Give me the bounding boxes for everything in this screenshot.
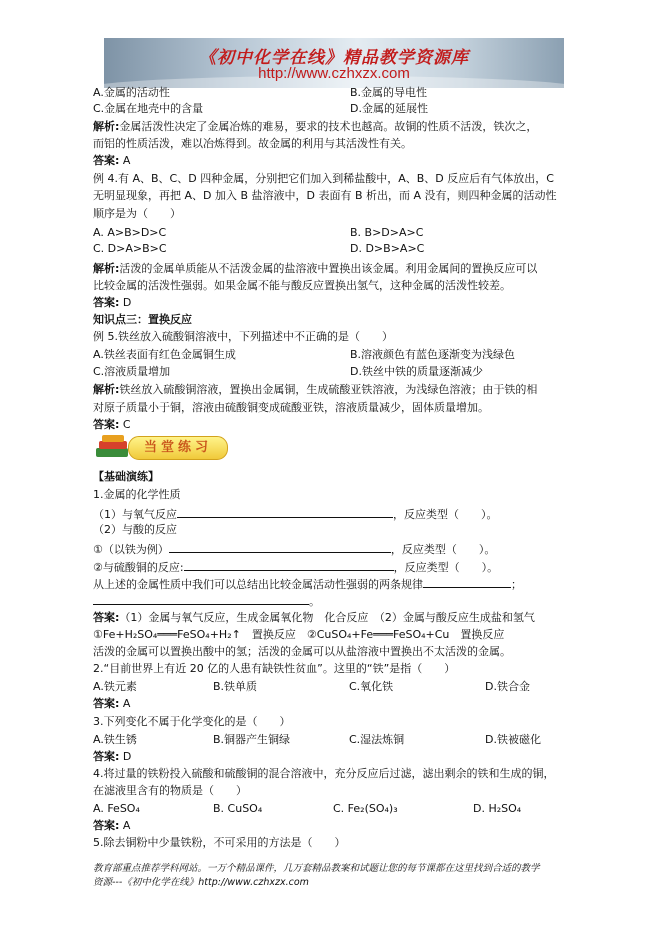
a1-line3: 活泼的金属可以置换出酸中的氢；活泼的金属可以从盐溶液中置换出不太活泼的金属。 — [93, 645, 511, 658]
text-line — [93, 262, 537, 276]
line-text: 活泼的金属单质能从不活泼金属的盐溶液中置换出该金属。利用金属间的置换反应可以 — [119, 262, 538, 275]
q2-opt-c[interactable]: C.氧化铁 — [349, 680, 394, 693]
q3-opt-c[interactable]: C.湿法炼铜 — [349, 733, 405, 746]
q1-row2: （2）与酸的反应 — [93, 523, 177, 536]
text-line — [93, 401, 489, 415]
q3-answer — [93, 750, 131, 764]
text-line — [93, 330, 393, 344]
line-text: 金属活泼性决定了金属冶炼的难易，要求的技术也越高。故铜的性质不活泼，铁次之， — [119, 120, 538, 133]
practice-title: 当堂练习 — [128, 436, 228, 460]
text-line — [93, 348, 516, 362]
line-text: 而铝的性质活泼，难以冶炼得到。故金属的利用与其活泼性有关。 — [93, 137, 412, 150]
text-line — [93, 313, 192, 327]
books-icon — [96, 434, 130, 460]
q3-stem: 3.下列变化不属于化学变化的是（ ） — [93, 715, 291, 728]
q1-r3-label: ①（以铁为例） — [93, 543, 169, 556]
q1-row6 — [93, 593, 320, 609]
q2-opt-b[interactable]: B.铁单质 — [213, 680, 258, 693]
line-text: C.金属在地壳中的含量 — [93, 102, 204, 115]
line-text: C.溶液质量增加 — [93, 365, 171, 378]
a1-line2: ①Fe+H₂SO₄═══FeSO₄+H₂↑ 置换反应 ②CuSO₄+Fe═══FeSO₄+Cu 置换反应 — [93, 628, 505, 641]
text-line — [93, 418, 131, 432]
q1-row4 — [93, 559, 498, 575]
line-text: A. A>B>D>C — [93, 226, 167, 239]
header-banner — [104, 38, 564, 88]
text-line — [93, 383, 537, 397]
q1-row1 — [93, 506, 498, 522]
q3-opt-b[interactable]: B.铜器产生铜绿 — [213, 733, 291, 746]
text-line — [93, 102, 428, 116]
answer-blank[interactable] — [184, 559, 394, 571]
bold-label: 解析: — [93, 383, 120, 396]
text-line — [93, 137, 412, 151]
line-text: 例 4.有 A、B、C、D 四种金属，分别把它们加入到稀盐酸中，A、B、D 反应后有气体放出，C — [93, 172, 554, 185]
line-text: 比较金属的活泼性强弱。如果金属不能与酸反应置换出氢气，这种金属的活泼性较差。 — [93, 279, 511, 292]
footer-line1: 教育部重点推荐学科网站。一万个精品课件，几万套精品教案和试题让您的每节课都在这里找到合适的教学 — [93, 863, 540, 874]
text-line — [93, 120, 537, 134]
text-line — [93, 365, 483, 379]
answer-label: 答案: — [93, 750, 120, 763]
option-right[interactable]: B.金属的导电性 — [350, 86, 428, 99]
line-text: 铁丝放入硫酸铜溶液，置换出金属铜，生成硫酸亚铁溶液，为浅绿色溶液；由于铁的相 — [119, 383, 538, 396]
q4-opt-d[interactable]: D. H₂SO₄ — [473, 802, 522, 815]
section-title: 【基础演练】 — [93, 470, 159, 483]
q1-r4-type: ，反应类型（ ）。 — [393, 561, 499, 574]
q4-stem-line2: 在滤液里含有的物质是（ ） — [93, 784, 247, 797]
q1-row5 — [93, 576, 522, 592]
q5-stem: 5.除去铜粉中少量铁粉，不可采用的方法是（ ） — [93, 836, 346, 849]
answer-blank[interactable] — [93, 593, 309, 605]
q1-r5-end: ； — [511, 578, 522, 591]
bold-label: 解析: — [93, 262, 120, 275]
text-line — [93, 207, 181, 221]
line-text: C — [119, 418, 131, 431]
text-line — [93, 86, 428, 100]
q3-opt-a[interactable]: A.铁生锈 — [93, 733, 137, 746]
bold-label: 知识点三：置换反应 — [93, 313, 192, 326]
option-right[interactable]: D. D>B>A>C — [350, 242, 425, 255]
bold-label: 解析: — [93, 120, 120, 133]
line-text: A.金属的活动性 — [93, 86, 170, 99]
line-text: D — [119, 296, 132, 309]
line-text: A.铁丝表面有红色金属铜生成 — [93, 348, 236, 361]
q2-answer — [93, 697, 130, 711]
q1-r4-label: ②与硫酸铜的反应: — [93, 561, 184, 574]
q2-opt-d[interactable]: D.铁合金 — [485, 680, 530, 693]
practice-heading — [92, 432, 228, 462]
line-text: 顺序是为（ ） — [93, 207, 181, 220]
text-line — [93, 296, 131, 310]
answer-blank[interactable] — [169, 541, 391, 553]
banner-url[interactable]: http://www.czhxzx.com — [258, 65, 410, 82]
bold-label: 答案: — [93, 418, 120, 431]
text-line — [93, 279, 511, 293]
q1-r6-end: 。 — [309, 595, 320, 608]
footer-line2[interactable]: 资源---《初中化学在线》http://www.czhxzx.com — [93, 877, 309, 888]
bold-label: 答案: — [93, 296, 120, 309]
answer-label: 答案: — [93, 819, 120, 832]
text-line — [93, 242, 425, 256]
q1-r1-type: ，反应类型（ ）。 — [393, 508, 498, 521]
a1-text1: （1）金属与氧气反应，生成金属氧化物 化合反应 （2）金属与酸反应生成盐和氢气 — [119, 611, 535, 624]
q1-row3 — [93, 541, 495, 557]
q1-r1-label: （1）与氧气反应 — [93, 508, 177, 521]
bold-label: 答案: — [93, 154, 120, 167]
text-line — [93, 226, 424, 240]
q3-opt-d[interactable]: D.铁被磁化 — [485, 733, 541, 746]
text-line — [93, 154, 130, 168]
line-text: C. D>A>B>C — [93, 242, 167, 255]
q2-answer-value: A — [119, 697, 131, 710]
line-text: A — [119, 154, 131, 167]
q2-opt-a[interactable]: A.铁元素 — [93, 680, 137, 693]
answer-blank[interactable] — [177, 506, 393, 518]
q1-title: 1.金属的化学性质 — [93, 488, 181, 501]
line-text: 对原子质量小于铜，溶液由硫酸铜变成硫酸亚铁，溶液质量减少，固体质量增加。 — [93, 401, 489, 414]
line-text: 例 5.铁丝放入硫酸铜溶液中，下列描述中不正确的是（ ） — [93, 330, 393, 343]
answer-label: 答案: — [93, 611, 120, 624]
q2-stem: 2.“目前世界上有近 20 亿的人患有缺铁性贫血”。这里的“铁”是指（ ） — [93, 662, 456, 675]
answer-blank[interactable] — [423, 576, 511, 588]
text-line — [93, 189, 557, 203]
q4-stem-line1: 4.将过量的铁粉投入硫酸和硫酸铜的混合溶液中，充分反应后过滤，滤出剩余的铁和生成的铜， — [93, 767, 555, 780]
text-line — [93, 172, 554, 186]
option-right[interactable]: D.铁丝中铁的质量逐渐减少 — [350, 365, 483, 378]
q4-answer — [93, 819, 130, 833]
q4-options — [93, 802, 522, 816]
q3-answer-value: D — [119, 750, 132, 763]
q4-opt-b[interactable]: B. CuSO₄ — [213, 802, 263, 815]
a1-line1 — [93, 611, 535, 625]
q4-opt-c[interactable]: C. Fe₂(SO₄)₃ — [333, 802, 398, 815]
option-right[interactable]: B. B>D>A>C — [350, 226, 424, 239]
q2-options — [93, 680, 530, 694]
q3-options — [93, 733, 541, 747]
line-text: 无明显现象，再把 A、D 加入 B 盐溶液中，D 表面有 B 析出，而 A 没有，则四种金属的活动性 — [93, 189, 557, 202]
option-right[interactable]: D.金属的延展性 — [350, 102, 428, 115]
answer-label: 答案: — [93, 697, 120, 710]
q1-r3-type: ，反应类型（ ）。 — [390, 543, 496, 556]
q1-r5-label: 从上述的金属性质中我们可以总结出比较金属活动性强弱的两条规律 — [93, 578, 423, 591]
banner-title: 《初中化学在线》精品教学资源库 — [199, 48, 469, 68]
q4-answer-value: A — [119, 819, 131, 832]
option-right[interactable]: B.溶液颜色有蓝色逐渐变为浅绿色 — [350, 348, 516, 361]
q4-opt-a[interactable]: A. FeSO₄ — [93, 802, 140, 815]
